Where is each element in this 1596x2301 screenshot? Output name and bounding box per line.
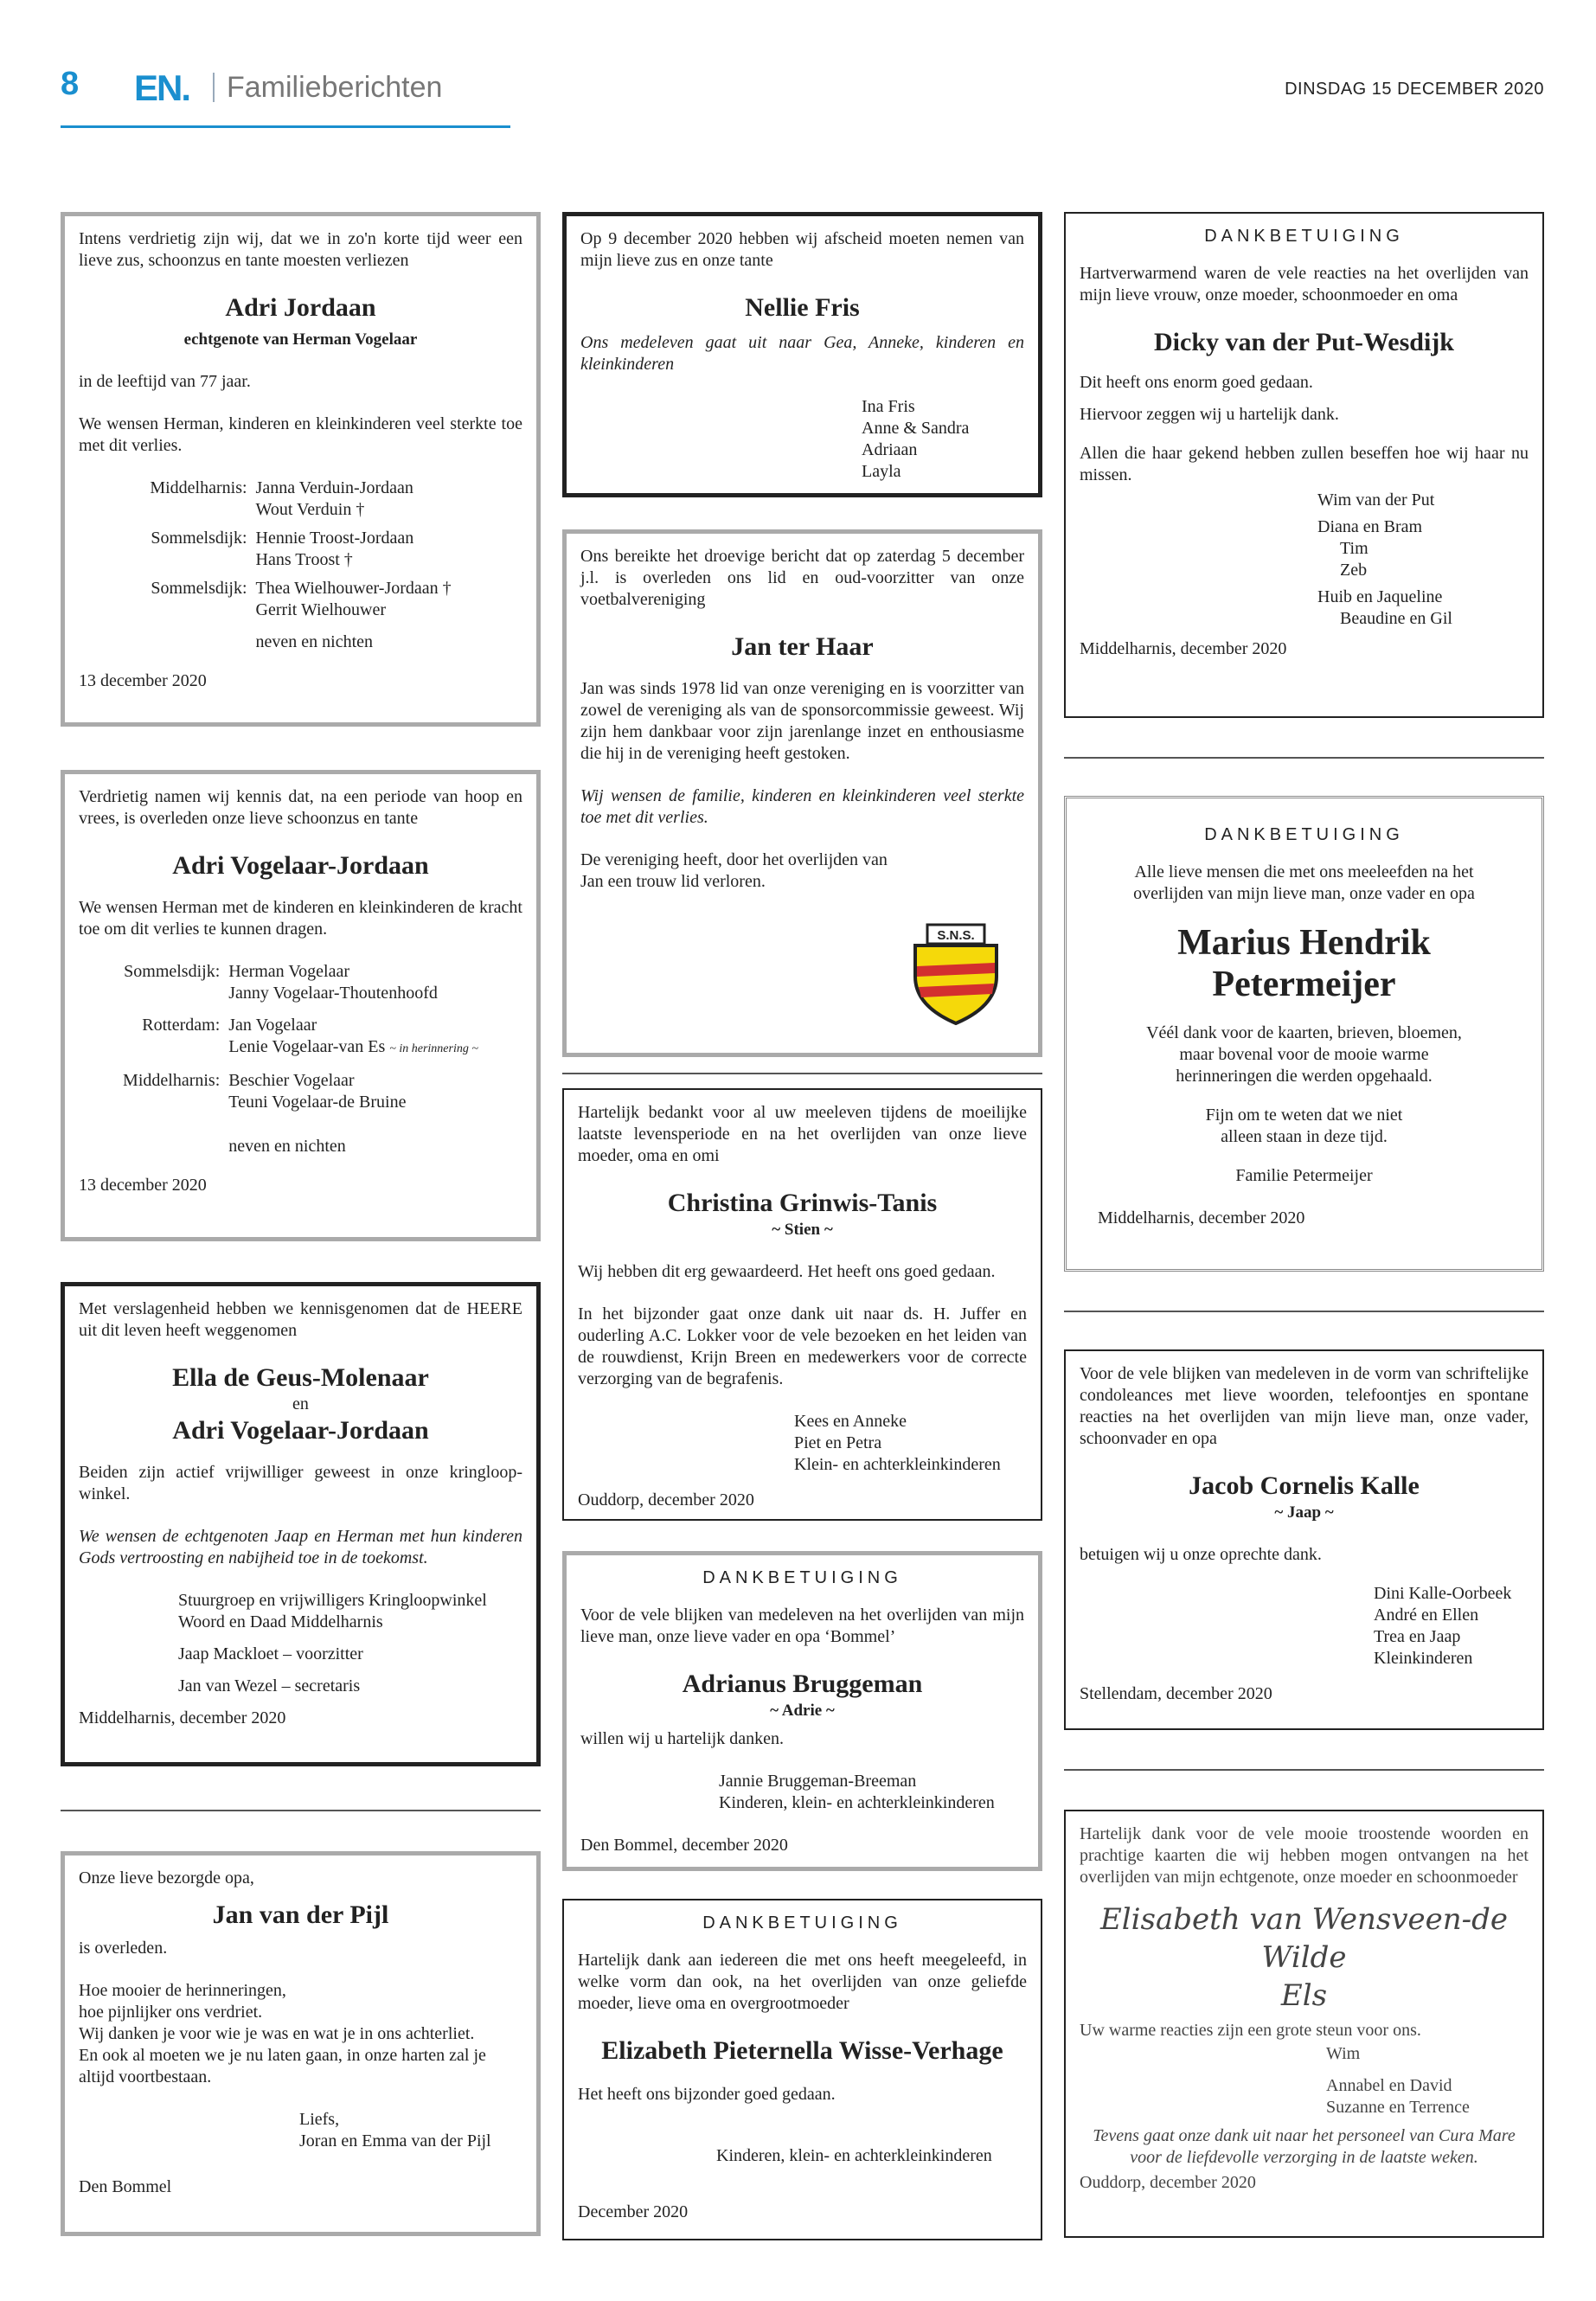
notice-date: Middelharnis, december 2020	[79, 1708, 286, 1727]
signatory: Suzanne en Terrence	[1326, 2098, 1470, 2117]
notice-christina-grinwis-tanis	[562, 1088, 1042, 1521]
notice-text: Ons medeleven gaat uit naar Gea, Anneke, kinderen en kleinkinderen	[580, 333, 1024, 374]
signatories	[1317, 490, 1529, 630]
signatory: Klein- en achterkleinkinderen	[794, 1455, 1001, 1474]
signatories	[794, 1411, 1027, 1476]
signatory: Anne & Sandra	[862, 419, 970, 438]
deceased-name: Ella de Geus-Molenaar	[172, 1363, 429, 1392]
deceased-nickname: Els	[1280, 1978, 1328, 2013]
notice-jacob-kalle	[1064, 1349, 1544, 1730]
signatory: Gerrit Wielhouwer	[255, 600, 386, 619]
page-header	[0, 0, 1596, 138]
notice-intro: Voor de vele blijken van medeleven na het overlijden van mijn lieve man, onze lieve vader en opa ‘Bommel’	[580, 1606, 1024, 1646]
notice-status: is overleden.	[79, 1939, 168, 1958]
deceased-name: Jan van der Pijl	[212, 1900, 389, 1929]
signatory: neven en nichten	[255, 632, 374, 651]
column-separator	[61, 1810, 541, 1811]
notice-text: Het heeft ons bijzonder goed gedaan.	[578, 2085, 836, 2104]
notice-date: 13 december 2020	[79, 671, 207, 690]
signatory: Dini Kalle-Oorbeek	[1374, 1584, 1512, 1603]
crest-label: S.N.S.	[937, 928, 975, 943]
notice-date: December 2020	[578, 2202, 689, 2221]
deceased-name: Dicky van der Put-Wesdijk	[1154, 328, 1454, 356]
notice-elisabeth-van-wensveen	[1064, 1810, 1544, 2238]
notice-date: Den Bommel, december 2020	[580, 1836, 788, 1855]
notice-text: Uw warme reacties zijn een grote steun voor ons.	[1080, 2021, 1421, 2040]
signatory: Huib en Jaqueline	[1317, 587, 1443, 606]
signatories	[1374, 1583, 1529, 1670]
signatory: Kleinkinderen	[1374, 1649, 1473, 1668]
deceased-nickname: ~ Stien ~	[772, 1221, 833, 1239]
signatory: Jannie Bruggeman-Breeman	[719, 1772, 917, 1791]
notice-kringloopwinkel	[61, 1282, 541, 1766]
notice-intro: Hartelijk bedankt voor al uw meeleven tijdens de moeilijke laatste levensperiode en na het overlijden van onze lieve moeder, oma en omi	[578, 1103, 1027, 1165]
notice-text: Beiden zijn actief vrijwilliger geweest in onze kringloop-winkel.	[79, 1463, 522, 1503]
notice-wish: We wensen Herman, kinderen en kleinkinderen veel sterkte toe met dit verlies.	[79, 414, 522, 455]
notice-dicky-van-der-put	[1064, 212, 1544, 718]
signatory: Wout Verduin †	[255, 500, 365, 519]
notice-adrianus-bruggeman	[562, 1551, 1042, 1871]
signatory: Beschier Vogelaar	[228, 1071, 355, 1090]
signatory: Wim	[1326, 2044, 1361, 2063]
signatory: Janny Vogelaar-Thoutenhoofd	[228, 984, 438, 1003]
deceased-name: Nellie Fris	[745, 293, 860, 322]
signatory: Joran en Emma van der Pijl	[299, 2131, 491, 2150]
signatories: Middelharnis: Janna Verduin-Jordaan Wout Verduin † Sommelsdijk: Hennie Troost-Jordaan Hans Troost † Sommelsdijk: Thea Wielhouwer-Jordaan † Gerrit Wielhouwer neven en nichten	[150, 478, 452, 651]
notice-date: Ouddorp, december 2020	[578, 1490, 754, 1509]
notice-marius-petermeijer	[1064, 796, 1544, 1272]
notice-date: 13 december 2020	[79, 1176, 207, 1195]
section-title: Familieberichten	[227, 71, 443, 104]
notice-date: Middelharnis, december 2020	[1080, 639, 1287, 658]
notice-jan-ter-haar	[562, 529, 1042, 1057]
deceased-name: Adri Jordaan	[225, 293, 376, 322]
notice-text: Jan was sinds 1978 lid van onze vereniging en is voorzitter van zowel de vereniging als van de sponsorcommissie geweest. Wij zijn hem dankbaar voor zijn jarenlange inzet en enthousiasme die hij in de vereniging heeft gestoken.	[580, 679, 1024, 763]
notice-intro: Hartelijk dank voor de vele mooie troostende woorden en prachtige kaarten die wij hebben mogen ontvangen na het overlijden van mijn echtgenote, onze moeder en schoonmoeder	[1080, 1824, 1529, 1887]
signatory: Stuurgroep en vrijwilligers Kringloopwinkel	[178, 1591, 487, 1610]
notice-text: Fijn om te weten dat we niet alleen staan in deze tijd.	[1205, 1106, 1403, 1146]
notice-date: Middelharnis, december 2020	[1098, 1208, 1305, 1227]
signatories: Sommelsdijk: Herman Vogelaar Janny Vogelaar-Thoutenhoofd Rotterdam: Jan Vogelaar Lenie Vogelaar-van Es ~ in herinnering ~ Middelharnis: Beschier Vogelaar Teuni Vogelaar-de Bruine neven en nichten	[123, 962, 478, 1156]
notice-heading: DANKBETUIGING	[702, 1913, 902, 1932]
signatory: Zeb	[1340, 561, 1368, 580]
signatories	[862, 396, 1024, 483]
deceased-name: Christina Grinwis-Tanis	[667, 1189, 938, 1217]
notice-intro: Alle lieve mensen die met ons meeleefden na het overlijden van mijn lieve man, onze vader en opa	[1133, 862, 1475, 903]
signatory: neven en nichten	[228, 1137, 346, 1156]
notice-intro: Met verslagenheid hebben we kennisgenomen dat de HEERE uit dit leven heeft weggenomen	[79, 1299, 522, 1340]
notice-jan-van-der-pijl	[61, 1851, 541, 2236]
notice-nellie-fris	[562, 212, 1042, 497]
signatory: André en Ellen	[1374, 1606, 1479, 1625]
signatory: Herman Vogelaar	[228, 962, 350, 981]
poem: Hoe mooier de herinneringen, hoe pijnlijker ons verdriet. Wij danken je voor wie je was en wat je in ons achterliet. En ook al moeten we je nu laten gaan, in onze harten zal je altijd voortbestaan.	[79, 1981, 486, 2086]
notice-text: willen wij u hartelijk danken.	[580, 1729, 784, 1748]
header-rule	[61, 125, 510, 128]
signatory: Annabel en David	[1326, 2076, 1452, 2095]
notice-wish: We wensen de echtgenoten Jaap en Herman met hun kinderen Gods vertroosting en nabijheid toe in de toekomst.	[79, 1527, 522, 1567]
deceased-nickname: ~ Jaap ~	[1274, 1503, 1334, 1522]
notice-text: betuigen wij u onze oprechte dank.	[1080, 1545, 1322, 1564]
notice-adri-vogelaar-family	[61, 770, 541, 1241]
newspaper-logo[interactable]: EN.	[134, 67, 190, 108]
notice-intro: Intens verdrietig zijn wij, dat we in zo'n korte tijd weer een lieve zus, schoonzus en tante moesten verliezen	[79, 229, 522, 270]
signatory: Kinderen, klein- en achterkleinkinderen	[719, 1793, 995, 1812]
notice-date: Ouddorp, december 2020	[1080, 2173, 1256, 2192]
notice-intro: Op 9 december 2020 hebben wij afscheid moeten nemen van mijn lieve zus en onze tante	[580, 229, 1024, 270]
deceased-name: Adri Vogelaar-Jordaan	[172, 1416, 429, 1445]
notice-heading: DANKBETUIGING	[1204, 227, 1404, 246]
notice-heading: DANKBETUIGING	[1204, 825, 1404, 844]
notice-intro: Onze lieve bezorgde opa,	[79, 1868, 254, 1888]
deceased-name: Marius Hendrik Petermeijer	[1177, 923, 1431, 1004]
signatory: Beaudine en Gil	[1340, 609, 1452, 628]
signatories	[178, 1590, 522, 1697]
signatory: Jaap Mackloet – voorzitter	[178, 1644, 363, 1663]
club-crest-icon	[908, 923, 1003, 1027]
deceased-age: in de leeftijd van 77 jaar.	[79, 372, 251, 391]
notice-intro: Voor de vele blijken van medeleven in de vorm van schriftelijke condoleances met lieve woorden, telefoontjes en spontane reacties na het overlijden van mijn lieve man, onze vader, schoonvader en opa	[1080, 1364, 1529, 1448]
issue-date: DINSDAG 15 DECEMBER 2020	[1285, 80, 1544, 99]
notice-place: Den Bommel	[79, 2177, 172, 2196]
signatory: Janna Verduin-Jordaan	[255, 478, 413, 497]
signatory: Jan Vogelaar	[228, 1016, 317, 1035]
signatory: Adriaan	[862, 440, 918, 459]
notice-intro: Verdrietig namen wij kennis dat, na een periode van hoop en vrees, is overleden onze lieve schoonzus en tante	[79, 787, 522, 828]
notice-text: Wij hebben dit erg gewaardeerd. Het heeft ons goed gedaan.	[578, 1262, 996, 1281]
column-separator	[1064, 1769, 1544, 1771]
signatory: Wim van der Put	[1317, 490, 1435, 510]
signatory: Layla	[862, 462, 901, 481]
deceased-name: Adrianus Bruggeman	[682, 1670, 923, 1698]
notice-intro: Ons bereikte het droevige bericht dat op zaterdag 5 december j.l. is overleden ons lid en oud-voorzitter van onze voetbalvereniging	[580, 547, 1024, 609]
notice-text: Véél dank voor de kaarten, brieven, bloemen, maar bovenal voor de mooie warme herinneringen die werden opgehaald.	[1146, 1023, 1462, 1086]
column-separator	[1064, 757, 1544, 759]
deceased-name: Adri Vogelaar-Jordaan	[172, 851, 429, 880]
signatory: Jan van Wezel – secretaris	[178, 1676, 361, 1695]
deceased-name: Jan ter Haar	[731, 632, 874, 661]
signatory: Tim	[1340, 539, 1368, 558]
signatory: Thea Wielhouwer-Jordaan †	[255, 579, 452, 598]
signatory: Hans Troost †	[255, 550, 353, 569]
notice-wish: We wensen Herman met de kinderen en kleinkinderen de kracht toe om dit verlies te kunnen dragen.	[79, 898, 522, 939]
notice-elizabeth-wisse-verhage	[562, 1899, 1042, 2240]
signatory: Kinderen, klein- en achterkleinkinderen	[716, 2146, 992, 2165]
signatory: Kees en Anneke	[794, 1412, 907, 1431]
signatories	[719, 1771, 1024, 1814]
signatory: Teuni Vogelaar-de Bruine	[228, 1093, 407, 1112]
notice-intro: Hartelijk dank aan iedereen die met ons heeft meegeleefd, in welke vorm dan ook, na het overlijden van onze geliefde moeder, lieve oma en overgrootmoeder	[578, 1951, 1027, 2013]
signatory: Diana en Bram	[1317, 517, 1423, 536]
signatory: Lenie Vogelaar-van Es	[228, 1037, 386, 1056]
signatories: Liefs, Joran en Emma van der Pijl	[299, 2109, 522, 2152]
deceased-name: Elisabeth van Wensveen-de Wilde	[1099, 1902, 1509, 1975]
notice-note: Tevens gaat onze dank uit naar het personeel van Cura Mare voor de liefdevolle verzorging in de laatste weken.	[1093, 2126, 1516, 2167]
deceased-name: Elizabeth Pieternella Wisse-Verhage	[601, 2036, 1003, 2065]
notice-text: Allen die haar gekend hebben zullen beseffen hoe wij haar nu missen.	[1080, 444, 1529, 484]
deceased-nickname: ~ Adrie ~	[770, 1702, 835, 1720]
signatory: Hennie Troost-Jordaan	[255, 529, 414, 548]
deceased-name: Jacob Cornelis Kalle	[1189, 1471, 1420, 1500]
notice-text: In het bijzonder gaat onze dank uit naar ds. H. Juffer en ouderling A.C. Lokker voor de vele bezoeken en het leiden van de rouwdienst, Krijn Breen en medewerkers voor de correcte verzorging van de begrafenis.	[578, 1304, 1027, 1388]
signatory: Familie Petermeijer	[1235, 1166, 1373, 1185]
notice-closing: De vereniging heeft, door het overlijden van Jan een trouw lid verloren.	[580, 850, 888, 891]
notice-heading: DANKBETUIGING	[702, 1568, 902, 1587]
signatory: Piet en Petra	[794, 1433, 882, 1452]
notice-text: Hiervoor zeggen wij u hartelijk dank.	[1080, 405, 1339, 424]
notice-wish: Wij wensen de familie, kinderen en kleinkinderen veel sterkte toe met dit verlies.	[580, 786, 1024, 827]
page-number: 8	[61, 66, 80, 102]
header-divider	[213, 73, 215, 102]
column-separator	[562, 1073, 1042, 1074]
notice-intro: Hartverwarmend waren de vele reacties na het overlijden van mijn lieve vrouw, onze moeder, schoonmoeder en oma	[1080, 264, 1529, 304]
signatory: Trea en Jaap	[1374, 1627, 1461, 1646]
signatory: Ina Fris	[862, 397, 915, 416]
memorial-note: ~ in herinnering ~	[389, 1042, 478, 1055]
notice-adri-jordaan	[61, 212, 541, 727]
signatory: Woord en Daad Middelharnis	[178, 1612, 383, 1631]
notice-date: Stellendam, december 2020	[1080, 1684, 1272, 1703]
signatories	[1326, 2075, 1529, 2118]
notice-text: Dit heeft ons enorm goed gedaan.	[1080, 373, 1313, 392]
conjunction: en	[292, 1394, 309, 1413]
column-separator	[1064, 1311, 1544, 1312]
deceased-subtitle: echtgenote van Herman Vogelaar	[183, 330, 418, 349]
